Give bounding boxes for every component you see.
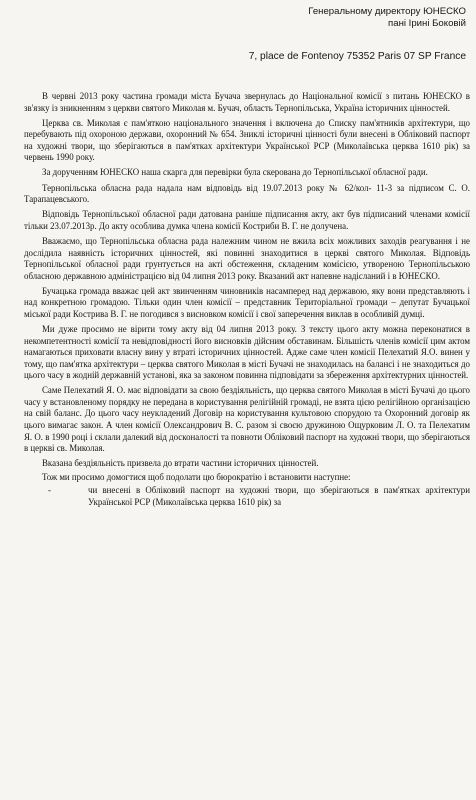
bullet-marker: - — [48, 485, 51, 496]
paragraph: Церква св. Миколая є пам'яткою національного значення і включена до Списку пам'ятників архітектури, що перебувають під охороною держави, охоронний № 654. Зниклі історичні цінності були внесені в Обліковий паспорт на художні твори, що зберігаються в пам'ятках архітектури Української РСР (Миколаївська церква 1610 рік) за червень 1990 року. — [24, 117, 470, 163]
recipient-name: пані Ірині Боковій — [388, 18, 466, 29]
paragraph: Бучацька громада вважає цей акт звинченням чиновників насамперед над державою, яку вони представляють і над конкретною громадою. Тільки один член комісії – представник Територіальної громади – депутат Бучацької міської ради Кострива В. Г. не погодився з висновком комісії і свої заперечення виклав в особливій думці. — [24, 285, 470, 319]
paragraph: Вказана бездіяльність призвела до втрати частини історичних цінностей. — [42, 458, 319, 469]
paragraph: Ми дуже просимо не вірити тому акту від 04 липня 2013 року. З тексту цього акту можна переконатися в некомпетентності комісії та невідповідності його висновків дійсним обставинам. Більшість членів комісії цим актом намагаються приховати власну вину у втраті історичних цінностей. Адже саме член комісії Пелехатий Я.О. винен у тому, що пам'ятка архітектури – церква святого Миколая в місті Бучачі не знаходилась на балансі і не знаходиться до цього часу в жодній державній установі, яка за законом повинна підповідати за збереження архітектурних цінностей. — [24, 324, 470, 381]
paragraph: Вважаємо, що Тернопільська обласна рада належним чином не вжила всіх можливих заходів реагування і не дослідила наявність історичних цінностей, які повинні знаходитися в церкві святого Миколая. Відповідь Тернопільської обласної ради грунтується на акті обстеження, складеним комісією, утвореною Тернопільською обласною державною адміністрацією від 04 липня 2013 року. Вказаний акт напевне надісланий і в ЮНЕСКО. — [24, 235, 470, 281]
request-list — [24, 485, 470, 508]
paragraph: В червні 2013 року частина громади міста Бучача звернулась до Національної комісії з питань ЮНЕСКО в зв'язку із зникненням з церкви святого Миколая м. Бучач, область Тернопільська, Україна історичних цінностей. — [24, 91, 470, 113]
list-item — [24, 485, 470, 508]
paragraph: Саме Пелехатий Я. О. має відповідати за свою бездіяльність, що церква святого Миколая в місті Бучачі до цього часу у встановленому порядку не передана в користування релігійній громаді, не взята цією релігійною організацією на свій баланс. До цього часу неукладений Договір на користування культовою спорудою та Охоронний договір як цього вимагає закон. А член комісії Олександрович В. С. разом зі своєю дружиною Ощурковим Л. О. та Пелехатим Я. О. в 1990 році і склали далекий від досконалості та повноти Обліковий паспорт на художні твори, що зберігаються в церкві св. Миколая. — [24, 385, 470, 454]
paragraph: Тож ми просимо домогтися щоб подолати цю бюрократію і встановити наступне: — [42, 471, 351, 482]
letter-body — [24, 91, 470, 508]
paragraph: За дорученням ЮНЕСКО наша скарга для перевірки була скерована до Тернопільської обласної ради. — [42, 167, 428, 178]
paragraph: Відповідь Тернопільської обласної ради датована раніше підписання акту, акт був підписаний членами комісії тільки 23.07.2013р. До акту особлива думка члена комісії Костриби В. Г. не долучена. — [24, 209, 470, 231]
recipient-title: Генеральному директору ЮНЕСКО — [308, 6, 466, 17]
recipient-address: 7, place de Fontenoy 75352 Paris 07 SP France — [248, 51, 466, 62]
paragraph: Тернопільська обласна рада надала нам відповідь від 19.07.2013 року № 62/кол- 11-3 за підписом С. О. Тарапацевського. — [24, 182, 470, 205]
list-item-text: чи внесені в Обліковий паспорт на художні твори, що зберігаються в пам'ятках архітектури Української РСР (Миколаївська церква 1610 рік) за — [88, 485, 470, 507]
recipient-block — [24, 6, 470, 63]
